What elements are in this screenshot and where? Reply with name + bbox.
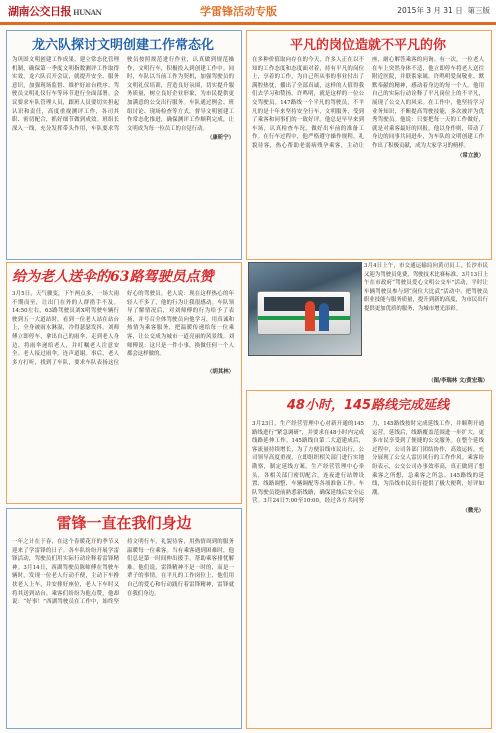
masthead-logo: 湖南公交日报 HUNAN	[8, 5, 102, 18]
section-title: 学雷锋活动专版	[200, 5, 277, 18]
page-header	[0, 0, 496, 25]
article-body: 一年之计在于春，在这个春暖花开的季节又迎来了学雷锋的日子。各车队纷纷开展学雷锋活动，驾驶员们用实际行动诠释着雷锋精神。3月14日，西湖驾驶员陈师傅在驾驶车辆时，发现一位老人行动不便，主动下车搀扶老人上车，并安排好座位，老人下车时又将其送到站台。乘客们纷纷为他点赞，他却说：“好事！”西湖驾驶员在工作中，始终坚持文明行车，礼貌待客，用热情周到的服务温暖每一位乘客。当有乘客遇到困难时，他们总是第一时间伸出援手，帮助乘客排忧解难。他们说，雷锋精神不是一时的，而是一辈子的事情。在平凡的工作岗位上，他们用自己的爱心和行动践行着雷锋精神，雷锋就在我们身边。	[12, 539, 234, 606]
article-title: 雷锋一直在我们身边	[56, 514, 192, 532]
news-photo	[248, 262, 362, 356]
article-title: 平凡的岗位造就不平凡的你	[289, 38, 446, 53]
article-title: 龙六队探讨文明创建工作常态化	[31, 38, 214, 53]
article-body: 3月23日，生产经营管理中心对新开通的145路线进行“紧急调研”，并要求在48小时内完成线路延伸工作。145路线自第二大道建成后，客流量持续增长，为了方便沿线市民出行，公司领导高度重视，立即组织相关部门进行实地勘察，制定延线方案。生产经营管理中心牵头，各相关部门密切配合，连夜进行站牌设置、线路调整、车辆调配等各项准备工作。车队驾驶员提前熟悉新线路，确保延线后安全运营。3月24日7:00至10:00，经过各方共同努力，145路线按时完成延线工作，并顺利开通运营。延线后，线路覆盖范围进一步扩大，更多市民享受到了便捷的公交服务。在整个延线过程中，公司各部门团结协作，高效运转，充分展现了公交人雷厉风行的工作作风。乘客纷纷表示，公交公司办事效率高，真正做到了想乘客之所想，急乘客之所急。145路线的延线，为沿线市民出行提供了极大便利，好评如潮。 （微光）	[252, 421, 484, 514]
article-body: 在多种价值取向存在的今天，许多人正在以不知的工作态度和态度面对着，持有平凡的岗位上，享着的工作，为自己所从事的事业付出了满腔热忱，播出了全部真诚，这样的人值得我们去学习和赞扬。许鸣明，就是这样的一位公交驾驶员。147路线一个平凡的驾驶员，不平凡的是十年来坚持安全行车，文明服务，受到了乘客和同事们的一致好评。他总是早早来到车场，认真检查车况，做好出车前的准备工作。在行车过程中，他严格遵守操作规程，礼貌待客，热心帮助老弱病残孕乘客，主动让座，耐心解答乘客的问询。有一次，一位老人在车上突然身体不适，他立即停车将老人送往附近医院，并联系家属。许鸣明爱岗敬业、默默奉献的精神，感动着身边的每一个人。他用自己的实际行动诠释了平凡岗位上的不平凡，展现了公交人的风采。在工作中，他坚持学习业务知识，不断提高驾驶技能，多次被评为优秀驾驶员。他说：只要把每一天的工作做好，就是对乘客最好的回报。他以身作则，带动了身边的同事共同进步，为车队的文明创建工作作出了积极贡献，成为大家学习的榜样。 （常立波）	[252, 57, 484, 159]
photo-credit: （图/李瑞林 文/黄宏瑞）	[428, 378, 488, 384]
article-body: 为巩固文明创建工作成果，建立常态化管理机制，确保第一季度文明指数测评工作取得实效，龙六队召开会议，就提升安全、服务意识，加强现场监督、维护好站台秩序、驾驶员文明礼仪行车等环节进行全面部署。会议要求车队管理人员，跟班人员要切实担起认识和责任，高度重视测评工作，各司其职、密切配合，抓好细节做到成效。班组长深入一线，充分发挥带头作用，车队要求驾驶员按照规范进行作业，认真做到规范操作，文明行车，积极投入到创建工作中。同时，车队以当前工作为契机，加强驾驶员的文明礼仪培训，营造良好氛围，切实提升服务质量，树立良好企业形象，为市民提供更加满意的公交出行服务。车队通过例会、班组讨论、现场检查等方式，督导文明创建工作常态化推进，确保测评工作顺利完成，让文明成为每一位员工的自觉行动。 （康昕宁）	[12, 57, 234, 142]
bus-illustration	[257, 291, 351, 335]
article-title: 给为老人送伞的63路驾驶员点赞	[12, 269, 214, 285]
issue-date: 2015年 3 月 31 日 第三版	[397, 6, 490, 15]
article-body: 3月5日，天气骤变，下午两点多，一场大雨不期而至，让出门在外的人群措手不及。14:50左右，63路驾驶员刘X明驾驶车辆行驶到五一大道站时，看到一位老人站在站台上，全身被雨水淋湿，冷得瑟瑟发抖。刘师傅立即停车，拿出自己的雨伞，走到老人身边，将雨伞递给老人，并叮嘱老人注意安全。老人接过雨伞，连声道谢。事后，老人多方打听，找到了车队，要求车队表扬这位好心的驾驶员。老人说：现在这样热心的年轻人不多了，他的行为让我很感动。车队领导了解情况后，对刘师傅的行为给予了表扬，并号召全体驾驶员向他学习，用真诚和热情为乘客服务，把温暖传递给每一位乘客，让公交成为城市一道亮丽的风景线。刘师傅说：这只是一件小事，换做任何一个人都会这样做的。 （胡其林）	[12, 291, 234, 376]
article-title: 48小时，145路线完成延线	[286, 398, 450, 413]
photo-caption: 3月4日上午，市交通运输局向黄司员工，长沙市民又迎为驾驶员免费，驾驶技术比赛标准。3月13日上午在市政府“驾驶员爱心文明公交车”活动，平时让车辆驾驶员参与到“岗位大比武”活动中。把驾驶员职业技能与服务质量，提升到新的高度，为市民出行提供更加优质的服务，为城市增光添彩。	[364, 263, 488, 312]
